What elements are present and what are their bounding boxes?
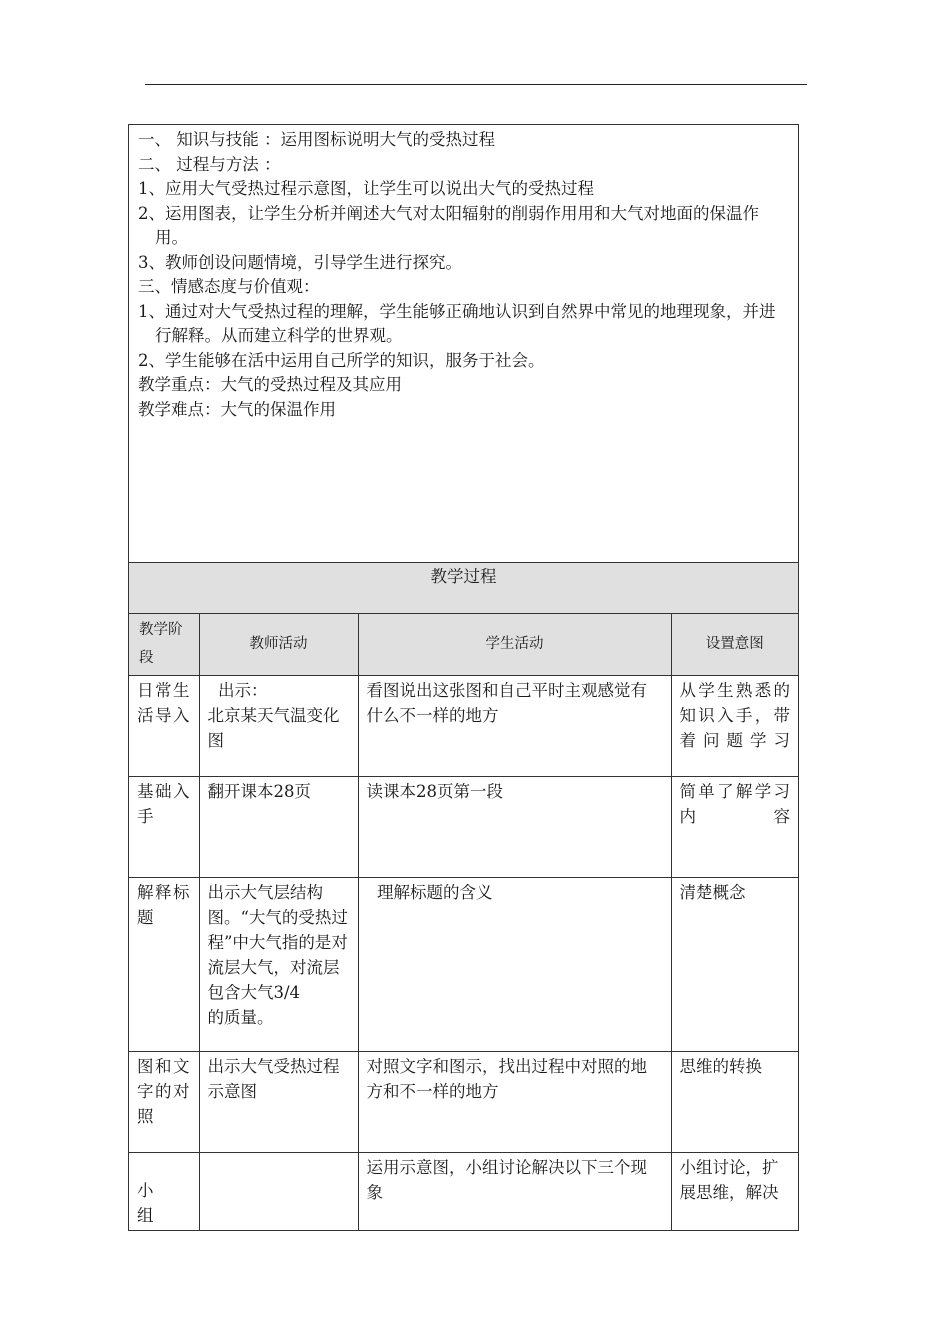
- stage-cell: 解释标题: [129, 877, 199, 1051]
- table-row: [129, 1051, 798, 1152]
- intent-cell: 清楚概念: [671, 877, 798, 1051]
- header-teacher: 教师活动: [199, 614, 358, 675]
- table-row: [129, 1152, 798, 1230]
- key-point: 教学重点：大气的受热过程及其应用: [138, 375, 402, 394]
- process-table: [129, 614, 798, 1230]
- header-rule: [145, 84, 807, 85]
- student-cell: 运用示意图，小组讨论解决以下三个现象: [358, 1152, 671, 1230]
- stage-cell: 基础入手: [129, 776, 199, 877]
- stage-cell: 小组: [129, 1152, 199, 1230]
- objective-line: 三、情感态度与价值观：: [138, 277, 320, 296]
- difficult-point: 教学难点：大气的保温作用: [138, 399, 336, 419]
- header-intent: 设置意图: [671, 614, 798, 675]
- student-cell: 理解标题的含义: [358, 877, 671, 1051]
- student-cell: 看图说出这张图和自己平时主观感觉有什么不一样的地方: [358, 675, 671, 776]
- teacher-cell: 出示： 北京某天气温变化图: [199, 675, 358, 776]
- teacher-cell: 出示大气层结构图。“大气的受热过程”中大气指的是对流层大气，对流层包含大气3/4 的质量。: [199, 877, 358, 1051]
- teacher-cell: [199, 1152, 358, 1230]
- teacher-cell: 出示大气受热过程示意图: [199, 1051, 358, 1152]
- header-stage: 教学阶段: [129, 614, 199, 675]
- objective-line: 2、运用图表，让学生分析并阐述大气对太阳辐射的削弱作用用和大气对地面的保温作用。: [138, 203, 759, 247]
- table-row: [129, 675, 798, 776]
- objective-line: 3、教师创设问题情境，引导学生进行探究。: [138, 252, 462, 272]
- header-student: 学生活动: [358, 614, 671, 675]
- intent-cell: 小组讨论，扩展思维，解决: [679, 1157, 779, 1202]
- section-title: 教学过程: [129, 563, 798, 614]
- lesson-plan-table: [128, 124, 799, 1231]
- student-cell: 对照文字和图示，找出过程中对照的地方和不一样的地方: [358, 1051, 671, 1152]
- student-cell: 读课本28页第一段: [358, 776, 671, 877]
- intent-cell: 思维的转换: [671, 1051, 798, 1152]
- stage-cell: 日常生活导入: [129, 675, 199, 776]
- teacher-cell: 翻开课本28页: [199, 776, 358, 877]
- intent-cell: 简单了解学习内容: [671, 776, 798, 877]
- objective-line: 一、 知识与技能 ：运用图标说明大气的受热过程: [138, 130, 495, 149]
- table-header-row: [129, 614, 798, 675]
- table-row: [129, 776, 798, 877]
- intent-cell: 从学生熟悉的知识入手，带着问题学习: [671, 675, 798, 776]
- stage-cell: 图和文字的对照: [129, 1051, 199, 1152]
- table-row: [129, 877, 798, 1051]
- objective-line: 1、应用大气受热过程示意图，让学生可以说出大气的受热过程: [138, 179, 594, 198]
- objective-line: 2、学生能够在活中运用自己所学的知识，服务于社会。: [138, 350, 545, 370]
- objective-line: 二、 过程与方法 ：: [138, 154, 281, 174]
- objectives-cell: [129, 125, 798, 563]
- objective-line: 1、通过对大气受热过程的理解，学生能够正确地认识到自然界中常见的地理现象，并进行解释。从而建立科学的世界观。: [138, 301, 776, 345]
